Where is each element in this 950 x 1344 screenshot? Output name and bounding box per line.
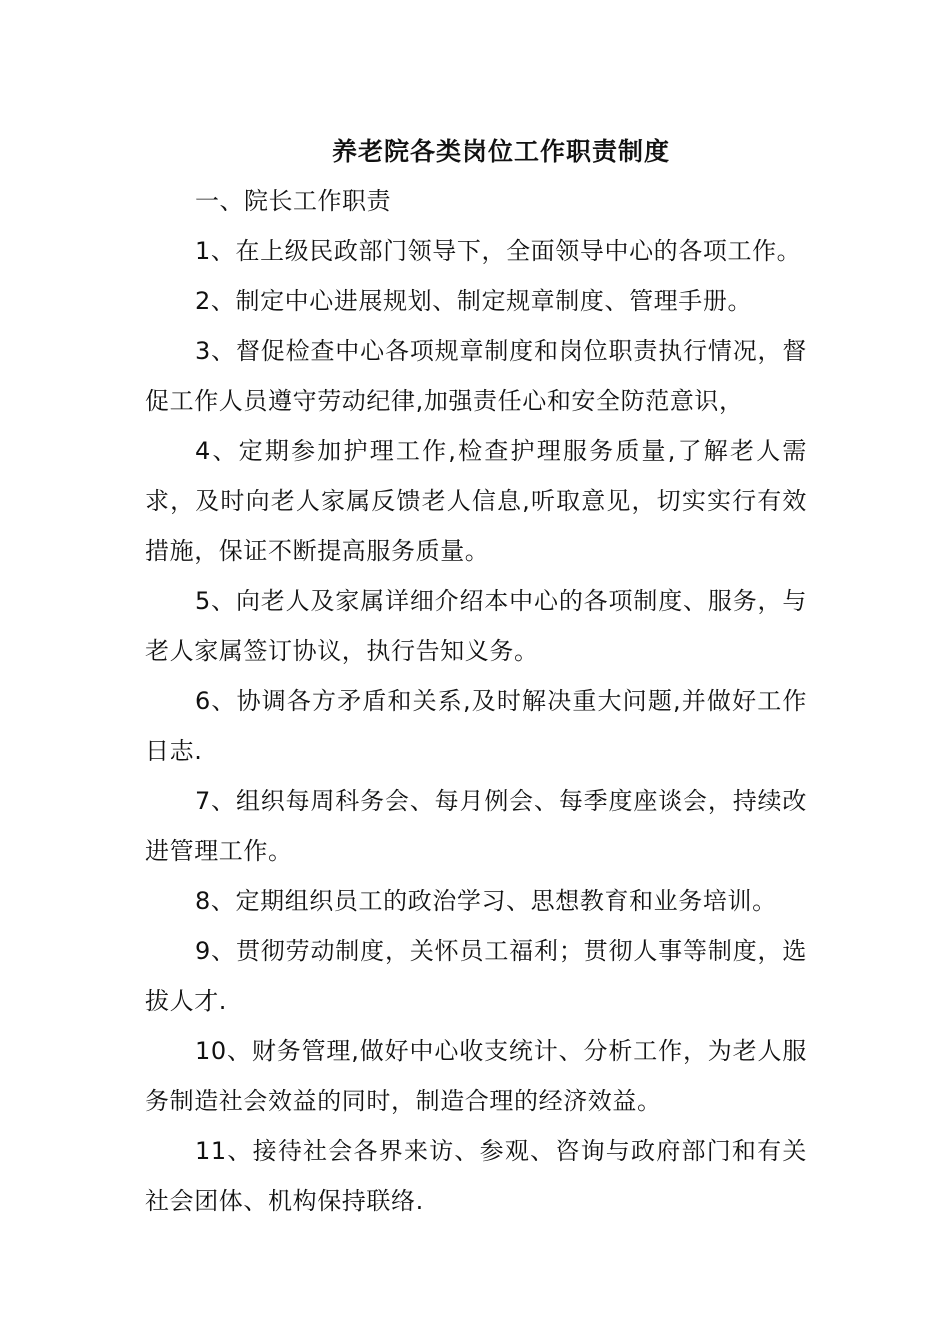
document-title: 养老院各类岗位工作职责制度 (331, 137, 670, 166)
duty-item-7: 7、组织每周科务会、每月例会、每季度座谈会，持续改进管理工作。 (145, 787, 807, 865)
duty-item-4: 4、定期参加护理工作,检查护理服务质量,了解老人需求，及时向老人家属反馈老人信息,听取意见，切实实行有效措施，保证不断提高服务质量。 (145, 437, 807, 565)
duty-item-3: 3、督促检查中心各项规章制度和岗位职责执行情况，督促工作人员遵守劳动纪律,加强责任心和安全防范意识， (145, 337, 807, 415)
duty-item-8: 8、定期组织员工的政治学习、思想教育和业务培训。 (195, 887, 777, 915)
duty-item-2: 2、制定中心进展规划、制定规章制度、管理手册。 (195, 287, 753, 315)
duty-item-9: 9、贯彻劳动制度，关怀员工福利；贯彻人事等制度，选拔人才. (145, 937, 807, 1015)
duty-item-6: 6、协调各方矛盾和关系,及时解决重大问题,并做好工作日志. (145, 687, 807, 765)
document-content (145, 128, 807, 1226)
duty-item-1: 1、在上级民政部门领导下，全面领导中心的各项工作。 (195, 237, 802, 265)
duty-item-10: 10、财务管理,做好中心收支统计、分析工作，为老人服务制造社会效益的同时，制造合理的经济效益。 (145, 1037, 807, 1115)
duty-item-11: 11、接待社会各界来访、参观、咨询与政府部门和有关社会团体、机构保持联络. (145, 1137, 807, 1215)
duty-item-5: 5、向老人及家属详细介绍本中心的各项制度、服务，与老人家属签订协议，执行告知义务。 (145, 587, 807, 665)
section-heading: 一、院长工作职责 (195, 187, 391, 215)
